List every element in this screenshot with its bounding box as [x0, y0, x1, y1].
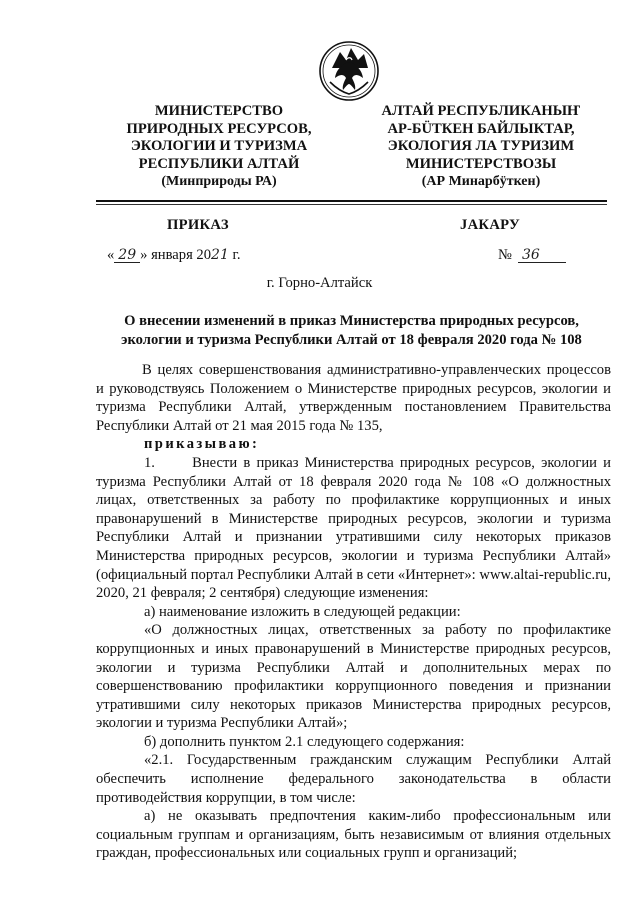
number-label: № [498, 247, 512, 263]
header-abbreviation: (Минприроды РА) [161, 174, 277, 189]
clause-b-paragraph: б) дополнить пунктом 2.1 следующего содержания: [144, 733, 465, 750]
order-word-paragraph [96, 435, 611, 454]
order-word: приказываю: [144, 436, 260, 453]
title-line: О внесении изменений в приказ Министерства природных ресурсов, [124, 313, 579, 329]
clause-a-paragraph: а) наименование изложить в следующей редакции: [144, 603, 461, 620]
header-line: ПРИРОДНЫХ РЕСУРСОВ, [126, 120, 312, 137]
clause-1-paragraph: 1. Внести в приказ Министерства природных ресурсов, экологии и туризма Республики Алтай от 18 февраля 2020 года № 108 «О должностных лицах, ответственных за работу по профилактике коррупционных и иных правонарушений в Министерстве природных ресурсов, экологии и туризма Республики Алтай и признании утратившими силу некоторых приказов Министерства природных ресурсов, экологии и туризма Республики Алтай» (официальный портал Республики Алтай в сети «Интернет»: www.altai-republic.ru, 2020, 21 февраля; 2 сентября) следующие изменения: [96, 454, 611, 602]
date-year-handwritten: 21 [211, 247, 229, 263]
header-line: АР-БÜТКЕН БАЙЛЫКТАР, [387, 120, 575, 137]
date-close-quote: » [140, 247, 148, 263]
order-date [107, 247, 241, 264]
header-line: ЭКОЛОГИИ И ТУРИЗМА [130, 138, 308, 154]
preamble-paragraph: В целях совершенствования административно-управленческих процессов и руководствуясь Положением о Министерстве природных ресурсов, экологии и туризма Республики Алтай, утвержденным постановлением Правительства Республики Алтай от 21 мая 2015 года № 135, [96, 362, 611, 434]
title-line: экологии и туризма Республики Алтай от 18 февраля 2020 года № 108 [121, 332, 582, 348]
header-line: РЕСПУБЛИКИ АЛТАЙ [138, 155, 300, 172]
new-title-paragraph: «О должностных лицах, ответственных за работу по профилактике коррупционных и иных правонарушений в Министерстве природных ресурсов, экологии и туризма Республики Алтай и дополнительных мерах по совершенствованию профилактики коррупционного поведения и признании утратившими силу некоторых приказов Министерства природных ресурсов, экологии и туризма Республики Алтай»; [96, 622, 611, 732]
header-abbreviation: (АР Минарбÿткен) [421, 174, 541, 189]
ministry-header-altai [356, 103, 606, 191]
document-title [96, 312, 607, 350]
date-month-year: января 20 [147, 247, 212, 263]
header-line: АЛТАЙ РЕСПУБЛИКАНЫҤ [381, 103, 581, 119]
subclause-a-paragraph: а) не оказывать предпочтения каким-либо профессиональным или социальным группам и организациям, быть независимым от влияния отдельных граждан, профессиональных или социальных групп и организаций; [96, 808, 611, 862]
order-number [498, 247, 566, 264]
clause-2-1-paragraph: «2.1. Государственным гражданским служащим Республики Алтай обеспечить исполнение федерального законодательства в области противодействия коррупции, в том числе: [96, 752, 611, 806]
date-year-tail: г. [228, 247, 241, 263]
number-value-handwritten: 36 [518, 248, 566, 263]
ministry-header-russian [94, 103, 344, 191]
header-line: МИНИСТЕРСТВО [154, 103, 284, 119]
date-open-quote: « [107, 247, 115, 263]
order-label-russian: ПРИКАЗ [167, 217, 229, 233]
date-day-handwritten: 29 [114, 248, 140, 263]
document-body [96, 361, 611, 863]
order-label-altai: JАКАРУ [460, 217, 521, 233]
header-divider-thick [96, 200, 607, 202]
header-line: ЭКОЛОГИЯ ЛА ТУРИЗИМ [387, 138, 575, 154]
header-divider-thin [96, 204, 607, 205]
city-line: г. Горно-Алтайск [266, 275, 373, 291]
header-line: МИНИСТЕРСТВОЗЫ [405, 155, 557, 172]
altai-republic-emblem-icon [318, 38, 380, 102]
